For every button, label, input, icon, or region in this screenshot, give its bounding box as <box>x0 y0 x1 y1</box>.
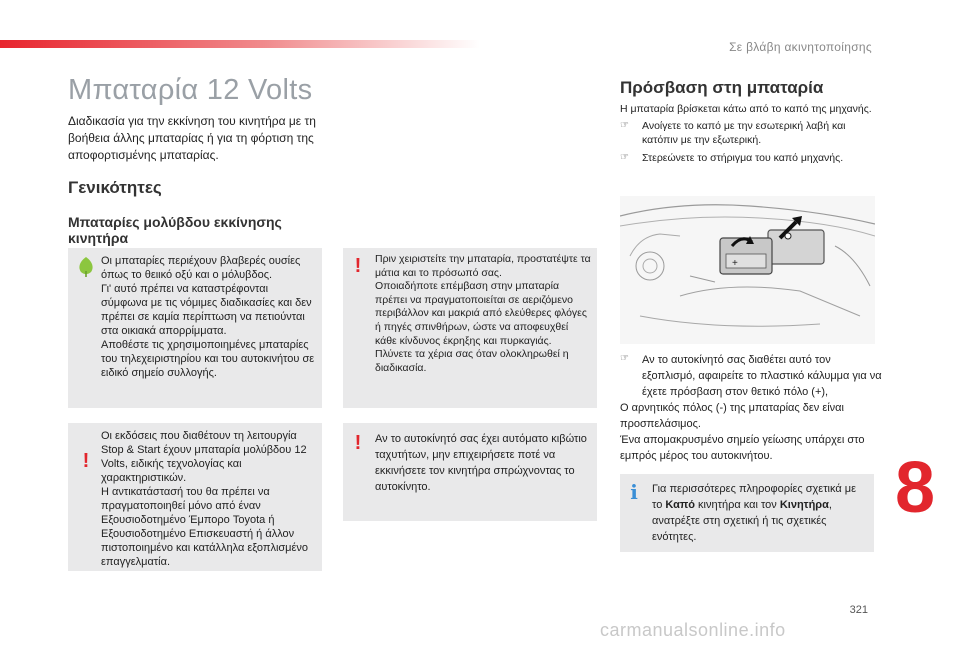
general-heading: Γενικότητες <box>68 178 162 197</box>
lead-battery-heading <box>68 214 348 246</box>
header-accent-bar <box>0 40 480 48</box>
pointing-hand-icon: ☞ <box>620 353 629 364</box>
info-text: Για περισσότερες πληροφορίες σχετικά με το Καπό κινητήρα και τον Κινητήρα, ανατρέξτε στη σχετική ή τις σχετικές ενότητες. <box>652 483 857 543</box>
negative-terminal-note: Ο αρνητικός πόλος (-) της μπαταρίας δεν είναι προσπελάσιμος. Ένα απομακρυσμένο σημείο γείωσης υπάρχει στο εμπρός μέρος του αυτοκινήτου. <box>620 402 865 462</box>
warning-exclamation-icon: ! <box>82 450 90 472</box>
startstop-warning-text: Οι εκδόσεις που διαθέτουν τη λειτουργία Stop & Start έχουν μπαταρία μολύβδου 12 Volts, ειδικής τεχνολογίας και χαρακτηριστικών. Η αντικατάστασή του θα πρέπει να πραγματοποιηθεί μόνο από έναν Εξουσιοδοτημένο Έμπορο Toyota ή Εξουσιοδοτημένο Επισκευαστή ή άλλον πιστοποιημένο και κατάλληλα εξοπλισμένο επαγγελματία. <box>101 430 309 568</box>
eco-notice-text: Οι μπαταρίες περιέχουν βλαβερές ουσίες όπως το θειικό οξύ και ο μόλυβδος. Γι' αυτό πρέπει να καταστρέφονται σύμφωνα με τις νόμιμες διαδικασίες και δεν πρέπει σε καμία περίπτωση να πετιούνται στα οικιακά απορρίμματα. Αποθέστε τις χρησιμοποιημένες μπαταρίες του τηλεχειριστηρίου και του αυτοκινήτου σε ειδικό σημείο συλλογής. <box>101 255 315 379</box>
startstop-warning-box <box>68 423 322 571</box>
eco-leaf-icon <box>77 256 95 278</box>
safety-warning-box <box>343 248 597 408</box>
lead-battery-heading-line1: Μπαταρίες μολύβδου εκκίνησης <box>68 214 282 230</box>
pointing-hand-icon: ☞ <box>620 152 629 163</box>
automatic-gearbox-warning-box <box>343 423 597 521</box>
pointing-hand-icon: ☞ <box>620 120 629 131</box>
automatic-gearbox-warning-text: Αν το αυτοκίνητό σας έχει αυτόματο κιβώτιο ταχυτήτων, μην επιχειρήσετε ποτέ να εκκινήσετε τον κινητήρα σπρώχνοντας το αυτοκίνητο. <box>375 433 587 493</box>
info-box <box>620 474 874 552</box>
page-number: 321 <box>849 604 868 616</box>
warning-exclamation-icon: ! <box>354 432 362 454</box>
engine-link-text: Κινητήρα <box>779 499 829 511</box>
warning-exclamation-icon: ! <box>354 255 362 277</box>
bonnet-link-text: Καπό <box>665 499 695 511</box>
svg-text:+: + <box>732 258 738 269</box>
lead-battery-heading-line2: κινητήρα <box>68 230 129 246</box>
engine-bay-illustration <box>620 196 875 344</box>
battery-access-intro: Η μπαταρία βρίσκεται κάτω από το καπό της μηχανής. <box>620 103 872 115</box>
info-icon: i <box>630 480 638 504</box>
page-title: Μπαταρία 12 Volts <box>68 74 313 106</box>
battery-access-heading: Πρόσβαση στη μπαταρία <box>620 78 824 97</box>
eco-notice-box <box>68 248 322 408</box>
section-title: Σε βλάβη ακινητοποίησης <box>729 40 872 54</box>
intro-text: Διαδικασία για την εκκίνηση του κινητήρα με τη βοήθεια άλλης μπαταρίας ή για τη φόρτιση της αποφορτισμένης μπαταρίας. <box>68 114 316 162</box>
chapter-number: 8 <box>895 448 936 528</box>
watermark: carmanualsonline.info <box>600 620 786 640</box>
safety-warning-text: Πριν χειριστείτε την μπαταρία, προστατέψτε τα μάτια και το πρόσωπό σας. Οποιαδήποτε επέμβαση στην μπαταρία πρέπει να πραγματοποιείται σε αεριζόμενο περιβάλλον και μακριά από ελεύθερες φλόγες ή πηγές σπινθήρων, ώστε να αποφευχθεί κάθε κίνδυνος έκρηξης και πυρκαγιάς. Πλύνετε τα χέρια σας όταν ολοκληρωθεί η διαδικασία. <box>375 253 591 374</box>
battery-location-drawing <box>620 196 875 344</box>
